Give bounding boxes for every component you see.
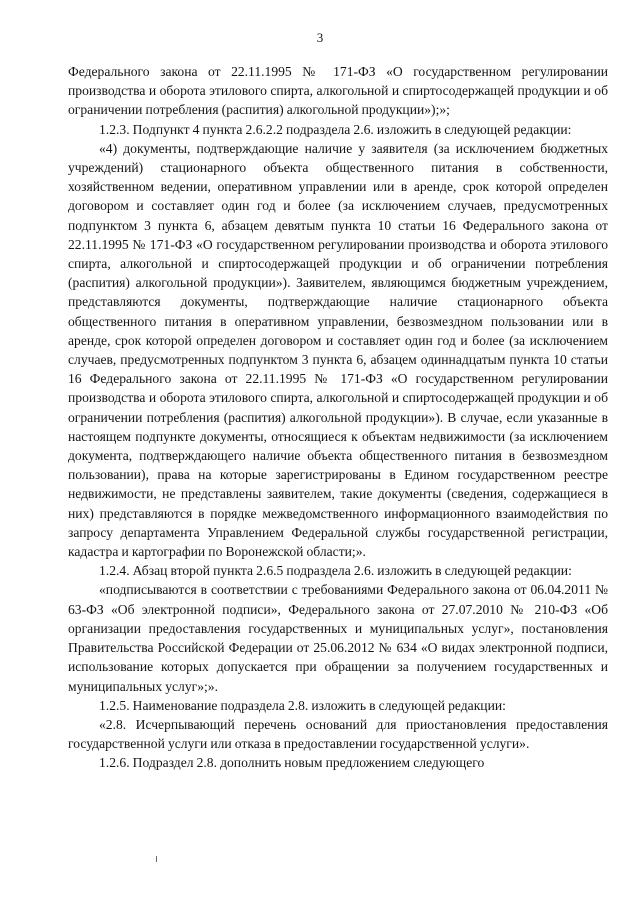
scan-mark xyxy=(156,856,157,862)
paragraph-signature-clause: «подписываются в соответствии с требованиями Федерального закона от 06.04.2011 № 63-ФЗ «Об электронной подписи», Федерального закона от 27.07.2010 № 210-ФЗ «Об организации предоставления государственных и муниципальных услуг», постановления Правительства Российской Федерации от 25.06.2012 № 634 «О видах электронной подписи, использование которых допускается при обращении за получением государственных и муниципальных услуг»;». xyxy=(68,582,608,694)
page-number: 3 xyxy=(316,30,324,45)
paragraph-1-2-5-heading: 1.2.5. Наименование подраздела 2.8. изложить в следующей редакции: xyxy=(99,697,506,713)
paragraph-law-reference-continuation: Федерального закона от 22.11.1995 № 171-ФЗ «О государственном регулировании производства и оборота этилового спирта, алкогольной и спиртосодержащей продукции и об ограничении потребления (распития) алкогольной продукции»);»; xyxy=(68,64,608,118)
paragraph-1-2-4-heading: 1.2.4. Абзац второй пункта 2.6.5 подраздела 2.6. изложить в следующей редакции: xyxy=(99,563,572,579)
page-body xyxy=(68,62,608,773)
paragraph-documents-clause: «4) документы, подтверждающие наличие у заявителя (за исключением бюджетных учреждений) стационарного объекта общественного питания в собственности, хозяйственном ведении, оперативном управлении или в аренде, срок которой определен договором и составляет один год и более (за исключением случаев, предусмотренных подпунктом 3 пункта 6, абзацем девятым пункта 10 статьи 16 Федерального закона от 22.11.1995 № 171-ФЗ «О государственном регулировании производства и оборота этилового спирта, алкогольной и спиртосодержащей продукции и об ограничении потребления (распития) алкогольной продукции»). Заявителем, являющимся бюджетным учреждением, представляются документы, подтверждающие наличие стационарного объекта общественного питания в оперативном управлении, безвозмездном пользовании или в аренде, срок которой определен договором и составляет один год и более (за исключением случаев, предусмотренных подпунктом 3 пункта 6, абзацем одиннадцатым пункта 10 статьи 16 Федерального закона от 22.11.1995 № 171-ФЗ «О государственном регулировании производства и оборота этилового спирта, алкогольной и спиртосодержащей продукции и об ограничении потребления (распития) алкогольной продукции»). В случае, если указанные в настоящем подпункте документы, относящиеся к объектам недвижимости (за исключением документа, подтверждающего наличие объекта общественного питания в безвозмездном пользовании), права на которые зарегистрированы в Едином государственном реестре недвижимости, не представлены заявителем, такие документы (сведения, содержащиеся в них) представляются в порядке межведомственного информационного взаимодействия по запросу департамента Управлением Федеральной службы государственной регистрации, кадастра и картографии по Воронежской области;». xyxy=(68,140,608,560)
paragraph-2-8-title-clause: «2.8. Исчерпывающий перечень оснований для приостановления предоставления государственной услуги или отказа в предоставлении государственной услуги». xyxy=(68,716,608,752)
paragraph-1-2-3-heading: 1.2.3. Подпункт 4 пункта 2.6.2.2 подраздела 2.6. изложить в следующей редакции: xyxy=(99,121,572,137)
paragraph-1-2-6-heading: 1.2.6. Подраздел 2.8. дополнить новым предложением следующего xyxy=(99,755,485,771)
